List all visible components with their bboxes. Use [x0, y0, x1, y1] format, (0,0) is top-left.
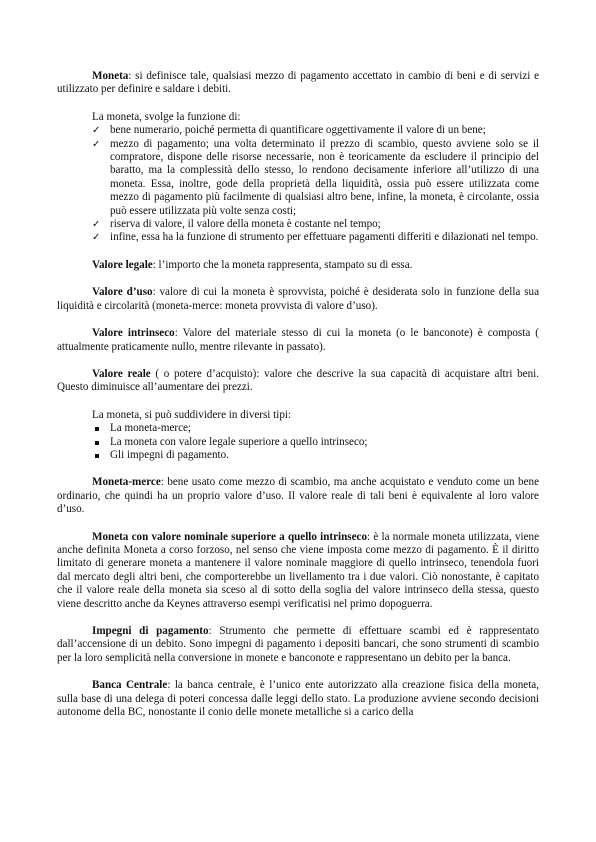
section-banca-centrale: Banca Centrale: la banca centrale, è l’unico ente autorizzato alla creazione fisica della moneta, sulla base di una delega di poteri concessa dalle leggi dello stato. La produzione avviene secondo decisioni autonome della BC, nonostante il conio delle monete metalliche si a carico della [57, 679, 539, 719]
list-item: ✓ infine, essa ha la funzione di strumento per effettuare pagamenti differiti e dilazionati nel tempo. [92, 231, 539, 244]
term: Moneta [92, 70, 129, 82]
function-list [57, 124, 539, 245]
list-item: La moneta con valore legale superiore a quello intrinseco; [92, 436, 539, 449]
square-bullet-icon [95, 441, 99, 445]
list-item: ✓ mezzo di pagamento; una volta determinato il prezzo di scambio, questo avviene solo se il compratore, dispone delle risorse necessarie, non è teoricamente da escludere il principio del baratto, ma la complessità dello stesso, lo rendono decisamente inferiore all’utilizzo di una moneta. Essa, inoltre, gode della proprietà della liquidità, ossia può essere utilizzata come mezzo di pagamento più facilmente di qualsiasi altro bene, infine, la moneta, è circolante, ossia può essere utilizzata più volte senza costi; [92, 137, 539, 217]
checkmark-icon: ✓ [92, 125, 101, 137]
function-intro: La moneta, svolge la funzione di: [92, 110, 241, 123]
list-item: Gli impegni di pagamento. [92, 449, 539, 462]
definition-valore-reale: Valore reale ( o potere d’acquisto): valore che descrive la sua capacità di acquistare altri beni. Questo diminuisce all’aumentare dei prezzi. [57, 367, 539, 394]
square-bullet-icon [95, 427, 99, 431]
checkmark-icon: ✓ [92, 138, 101, 150]
section-moneta-valore-nominale: Moneta con valore nominale superiore a quello intrinseco: è la normale moneta utilizzata, viene anche definita Moneta a corso forzoso, nel senso che viene imposta come mezzo di pagamento. È il diritto limitato di generare moneta a mantenere il valore nominale maggiore di quello intrinseco, tenendola fuori dal mercato degli altri beni, che comporterebbe un livellamento tra i due valori. Ciò nonostante, è capitato che il valore reale della moneta sia sceso al di sotto della soglia del valore intrinseco della stessa, questo viene descritto anche da Keynes attraverso esempi verificatisi nel primo dopoguerra. [57, 530, 539, 610]
section-impegni-pagamento: Impegni di pagamento: Strumento che permette di effettuare scambi ed è rappresentato dall’accensione di un debito. Sono impegni di pagamento i depositi bancari, che sono strumenti di scambio per la loro semplicità nella conversione in monete e banconote e rappresentano un debito per la banca. [57, 625, 539, 664]
list-item: La moneta-merce; [92, 422, 539, 435]
types-list [57, 422, 539, 462]
list-item: ✓ bene numerario, poiché permetta di quantificare oggettivamente il valore di un bene; [92, 124, 486, 137]
definition-valore-legale: Valore legale: l’importo che la moneta rappresenta, stampato su di essa. [92, 258, 413, 271]
definition-moneta [57, 70, 539, 97]
definition-text: : si definisce tale, qualsiasi mezzo di pagamento accettato in cambio di beni e di servizi e utilizzato per definire e saldare i debiti. [57, 70, 539, 96]
checkmark-icon: ✓ [92, 219, 101, 231]
definition-valore-intrinseco: Valore intrinseco: Valore del materiale stesso di cui la moneta (o le banconote) è composta ( attualmente praticamente nullo, mentre rilevante in passato). [57, 327, 539, 353]
list-item: ✓ riserva di valore, il valore della moneta è costante nel tempo; [92, 218, 381, 231]
types-intro: La moneta, si può suddividere in diversi tipi: [92, 408, 292, 421]
definition-valore-uso: Valore d’uso: valore di cui la moneta è sprovvista, poiché è desiderata solo in funzione della sua liquidità e circolarità (moneta-merce: moneta provvista di valore d’uso). [57, 286, 539, 312]
section-moneta-merce: Moneta-merce: bene usato come mezzo di scambio, ma anche acquistato e venduto come un bene ordinario, che quindi ha un proprio valore d’uso. Il valore reale di tali beni è equivalente al loro valore d’uso. [57, 476, 539, 516]
checkmark-icon: ✓ [92, 232, 101, 244]
square-bullet-icon [95, 454, 99, 458]
